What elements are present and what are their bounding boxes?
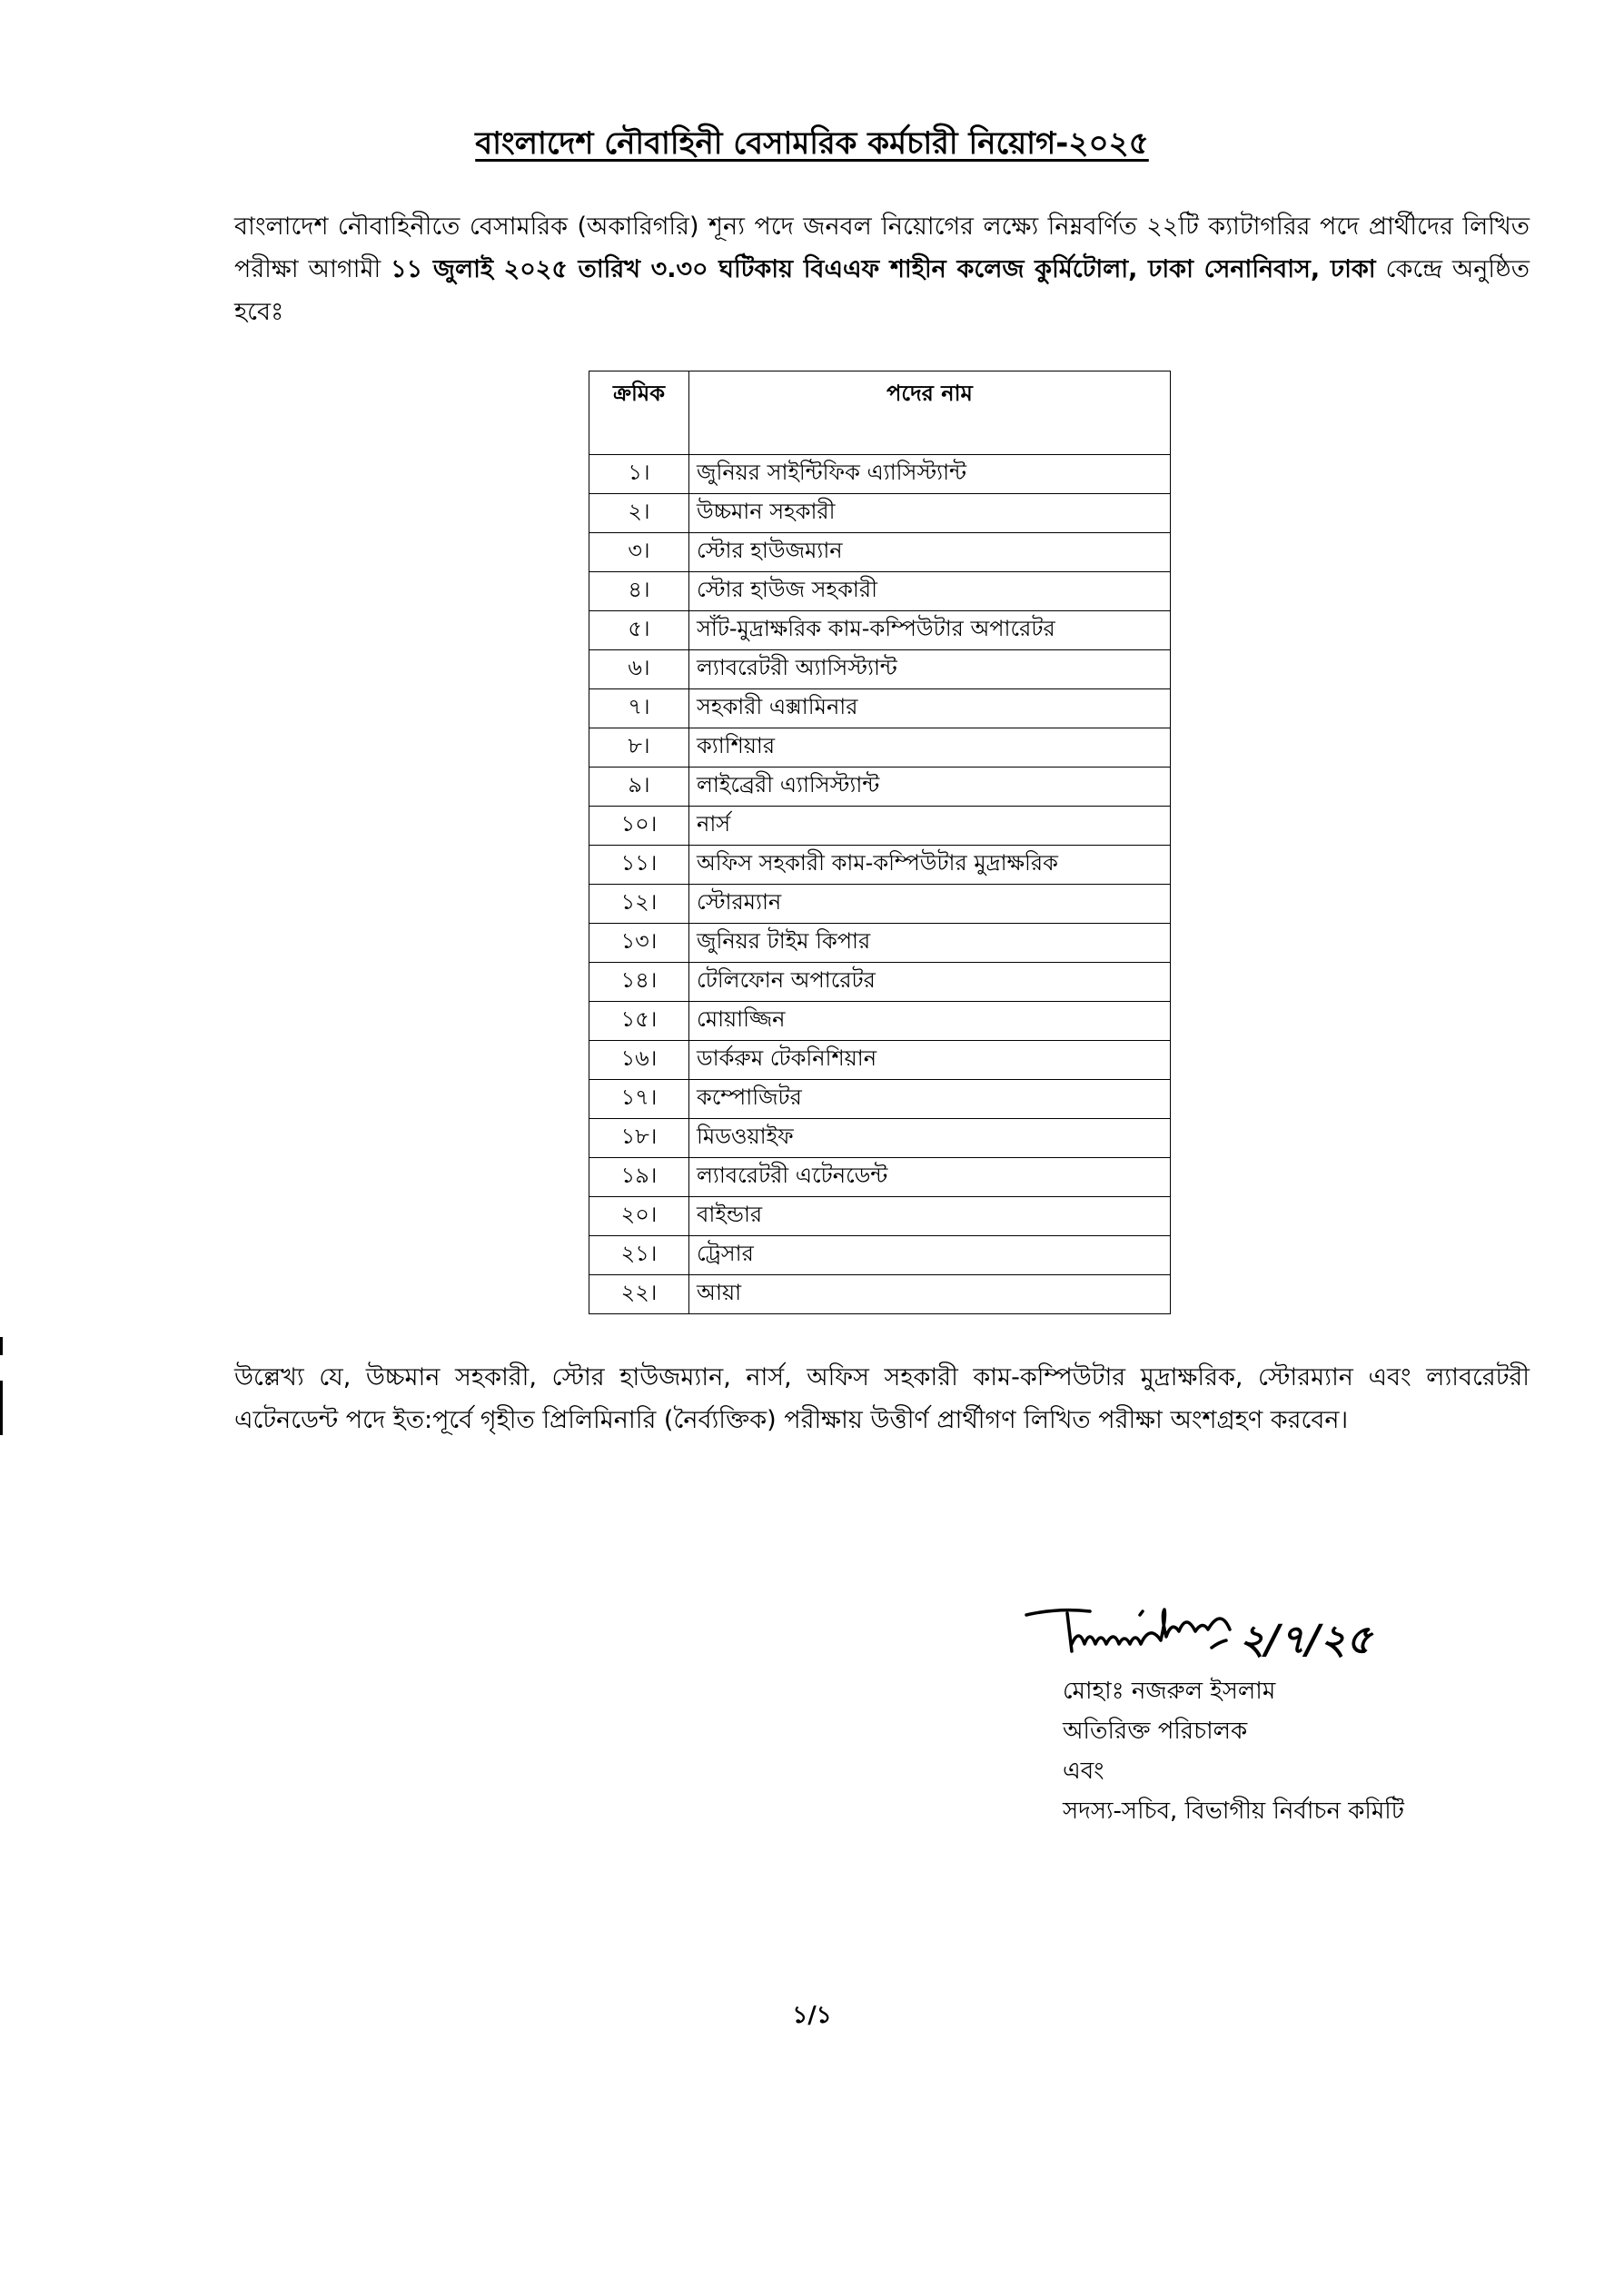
post-name-cell: জুনিয়র টাইম কিপার (689, 924, 1171, 963)
post-name-cell: ট্রেসার (689, 1236, 1171, 1275)
table-row (589, 1002, 1171, 1041)
post-name-cell: উচ্চমান সহকারী (689, 494, 1171, 533)
serial-cell: ১৩। (589, 924, 689, 963)
posts-table-body (589, 455, 1171, 1314)
table-row (589, 963, 1171, 1002)
table-row (589, 689, 1171, 728)
table-row (589, 650, 1171, 689)
table-header-row (589, 371, 1171, 455)
post-name-cell: স্টোর হাউজ সহকারী (689, 572, 1171, 611)
serial-cell: ১১। (589, 846, 689, 885)
post-name-cell: ল্যাবরেটরী অ্যাসিস্ট্যান্ট (689, 650, 1171, 689)
serial-cell: ১৯। (589, 1158, 689, 1197)
serial-cell: ১। (589, 455, 689, 494)
table-row (589, 1080, 1171, 1119)
post-name-cell: কম্পোজিটর (689, 1080, 1171, 1119)
table-row (589, 1158, 1171, 1197)
post-name-cell: ক্যাশিয়ার (689, 728, 1171, 768)
signature-date: ২/৭/২৫ (1239, 1617, 1372, 1663)
table-row (589, 611, 1171, 650)
post-name-cell: আয়া (689, 1275, 1171, 1314)
signatory-conjunction: এবং (1063, 1758, 1104, 1785)
serial-cell: ৩। (589, 533, 689, 572)
intro-text-after: কেন্দ্রে অনুষ্ঠিত হবেঃ (234, 255, 1530, 326)
signature-image (1017, 1599, 1435, 1671)
document-title: বাংলাদেশ নৌবাহিনী বেসামরিক কর্মচারী নিয়োগ-২০২৫ (475, 125, 1149, 162)
post-name-cell: স্টোর হাউজম্যান (689, 533, 1171, 572)
post-name-cell: জুনিয়র সাইন্টিফিক এ্যাসিস্ট্যান্ট (689, 455, 1171, 494)
table-row (589, 572, 1171, 611)
serial-cell: ১৬। (589, 1041, 689, 1080)
exam-date-venue: ১১ জুলাই ২০২৫ তারিখ ৩.৩০ ঘটিকায় বিএএফ শাহীন কলেজ কুর্মিটোলা, ঢাকা সেনানিবাস, ঢাকা (391, 255, 1376, 283)
table-row (589, 1119, 1171, 1158)
serial-cell: ২১। (589, 1236, 689, 1275)
table-row (589, 455, 1171, 494)
serial-cell: ১৮। (589, 1119, 689, 1158)
table-row (589, 1236, 1171, 1275)
scan-artifact (0, 1337, 3, 1355)
table-row (589, 1041, 1171, 1080)
intro-text-before: বাংলাদেশ নৌবাহিনীতে বেসামরিক (অকারিগরি) শূন্য পদে জনবল নিয়োগের লক্ষ্যে নিম্নবর্ণিত ২২টি ক্যাটাগরির পদে প্রার্থীদের লিখিত পরীক্ষা আগামী (234, 213, 1530, 283)
post-name-cell: সাঁট-মুদ্রাক্ষরিক কাম-কম্পিউটার অপারেটর (689, 611, 1171, 650)
serial-cell: ১৫। (589, 1002, 689, 1041)
post-name-cell: অফিস সহকারী কাম-কম্পিউটার মুদ্রাক্ষরিক (689, 846, 1171, 885)
post-name-cell: ডার্করুম টেকনিশিয়ান (689, 1041, 1171, 1080)
intro-paragraph (234, 205, 1530, 333)
serial-cell: ১০। (589, 807, 689, 846)
table-row (589, 1197, 1171, 1236)
serial-cell: ২২। (589, 1275, 689, 1314)
signatory-block (1063, 1671, 1404, 1831)
post-name-cell: বাইন্ডার (689, 1197, 1171, 1236)
serial-cell: ৪। (589, 572, 689, 611)
serial-cell: ৯। (589, 768, 689, 807)
post-name-cell: সহকারী এক্সামিনার (689, 689, 1171, 728)
serial-cell: ৫। (589, 611, 689, 650)
post-name-cell: টেলিফোন অপারেটর (689, 963, 1171, 1002)
table-row (589, 728, 1171, 768)
post-name-cell: লাইব্রেরী এ্যাসিস্ট্যান্ট (689, 768, 1171, 807)
table-row (589, 807, 1171, 846)
serial-cell: ৭। (589, 689, 689, 728)
signatory-designation: অতিরিক্ত পরিচালক (1063, 1718, 1248, 1745)
serial-cell: ১৭। (589, 1080, 689, 1119)
table-row (589, 924, 1171, 963)
table-row (589, 768, 1171, 807)
table-row (589, 1275, 1171, 1314)
signatory-name: মোহাঃ নজরুল ইসলাম (1063, 1678, 1276, 1705)
note-paragraph: উল্লেখ্য যে, উচ্চমান সহকারী, স্টোর হাউজম্যান, নার্স, অফিস সহকারী কাম-কম্পিউটার মুদ্রাক্ষরিক, স্টোরম্যান এবং ল্যাবরেটরী এটেনডেন্ট পদে ইত:পূর্বে গৃহীত প্রিলিমিনারি (নৈর্ব্যক্তিক) পরীক্ষায় উত্তীর্ণ প্রার্থীগণ লিখিত পরীক্ষা অংশগ্রহণ করবেন। (234, 1363, 1530, 1434)
post-name-cell: স্টোরম্যান (689, 885, 1171, 924)
serial-cell: ১২। (589, 885, 689, 924)
serial-cell: ৮। (589, 728, 689, 768)
serial-cell: ২০। (589, 1197, 689, 1236)
post-name-header: পদের নাম (689, 371, 1171, 455)
table-row (589, 494, 1171, 533)
table-row (589, 533, 1171, 572)
post-name-cell: ল্যাবরেটরী এটেনডেন্ট (689, 1158, 1171, 1197)
posts-table (589, 371, 1171, 1314)
serial-cell: ১৪। (589, 963, 689, 1002)
table-row (589, 885, 1171, 924)
serial-header: ক্রমিক (589, 371, 689, 455)
post-name-cell: নার্স (689, 807, 1171, 846)
serial-cell: ২। (589, 494, 689, 533)
page-number: ১/১ (792, 2002, 832, 2029)
post-name-cell: মোয়াজ্জিন (689, 1002, 1171, 1041)
signatory-role: সদস্য-সচিব, বিভাগীয় নির্বাচন কমিটি (1063, 1798, 1404, 1825)
table-row (589, 846, 1171, 885)
scan-artifact (0, 1381, 3, 1435)
serial-cell: ৬। (589, 650, 689, 689)
post-name-cell: মিডওয়াইফ (689, 1119, 1171, 1158)
